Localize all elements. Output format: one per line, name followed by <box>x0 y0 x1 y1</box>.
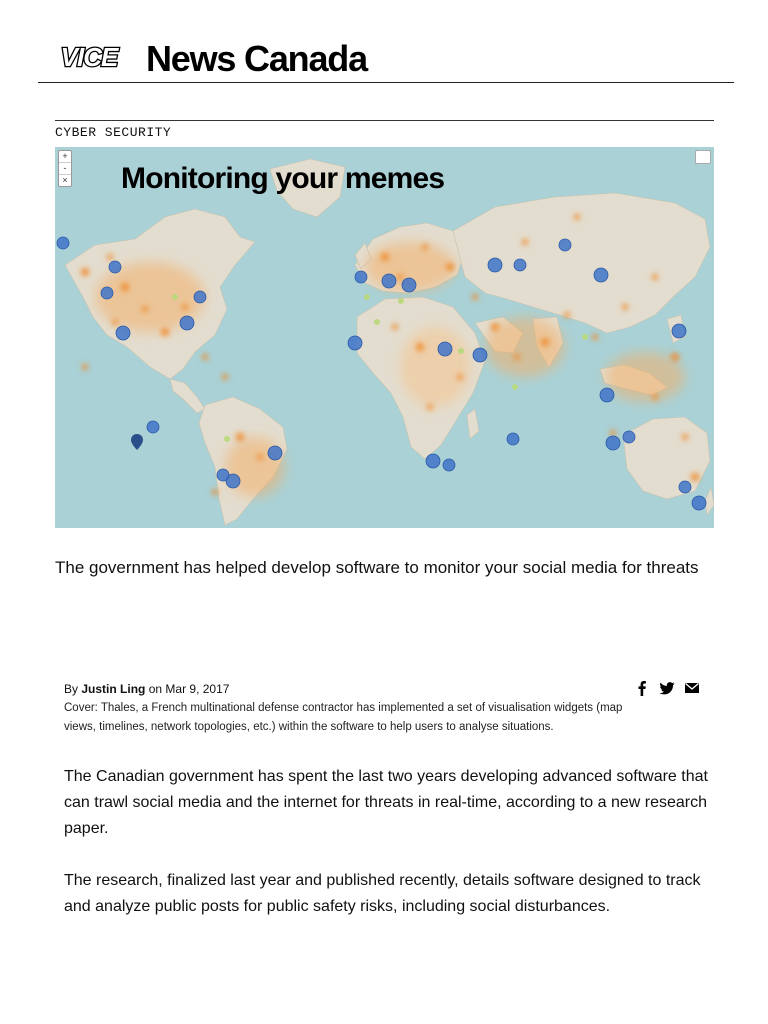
vice-logo-text: VICE <box>60 42 118 72</box>
layers-icon[interactable] <box>695 150 711 164</box>
section-divider <box>55 120 714 121</box>
publish-date: Mar 9, 2017 <box>165 682 230 696</box>
author-link[interactable]: Justin Ling <box>81 682 146 696</box>
article-paragraph: The Canadian government has spent the last two years developing advanced software that can trawl social media and the internet for threats in real-time, according to a new research paper. <box>64 768 708 837</box>
section-label[interactable]: CYBER SECURITY <box>55 125 172 140</box>
article-dek: The government has helped develop software to monitor your social media for threats <box>55 558 699 577</box>
date-prefix: on <box>148 682 163 696</box>
zoom-out-button[interactable]: - <box>59 163 71 175</box>
map-pin-icon[interactable] <box>131 434 143 450</box>
zoom-in-button[interactable]: + <box>59 151 71 163</box>
email-icon[interactable] <box>684 680 700 696</box>
article-paragraph: The research, finalized last year and published recently, details software designed to track and analyze public posts for public safety risks, including social disturbances. <box>64 872 701 915</box>
byline-prefix: By <box>64 682 79 696</box>
world-map <box>55 147 714 528</box>
site-header <box>38 36 734 83</box>
vice-logo[interactable] <box>40 42 138 72</box>
byline <box>64 682 229 696</box>
facebook-icon[interactable] <box>634 680 650 696</box>
twitter-icon[interactable] <box>659 680 675 696</box>
map-title: Monitoring your memes <box>121 162 445 195</box>
cover-caption: Cover: Thales, a French multinational defense contractor has implemented a set of visualisation widgets (map views, timelines, network topologies, etc.) within the software to help users to analyse situations. <box>64 702 623 733</box>
hero-map[interactable] <box>55 147 714 528</box>
share-bar <box>634 678 700 698</box>
continents <box>65 159 714 525</box>
map-close-button[interactable]: × <box>62 175 68 185</box>
map-zoom-control <box>58 150 72 187</box>
site-name[interactable]: News Canada <box>146 38 367 79</box>
